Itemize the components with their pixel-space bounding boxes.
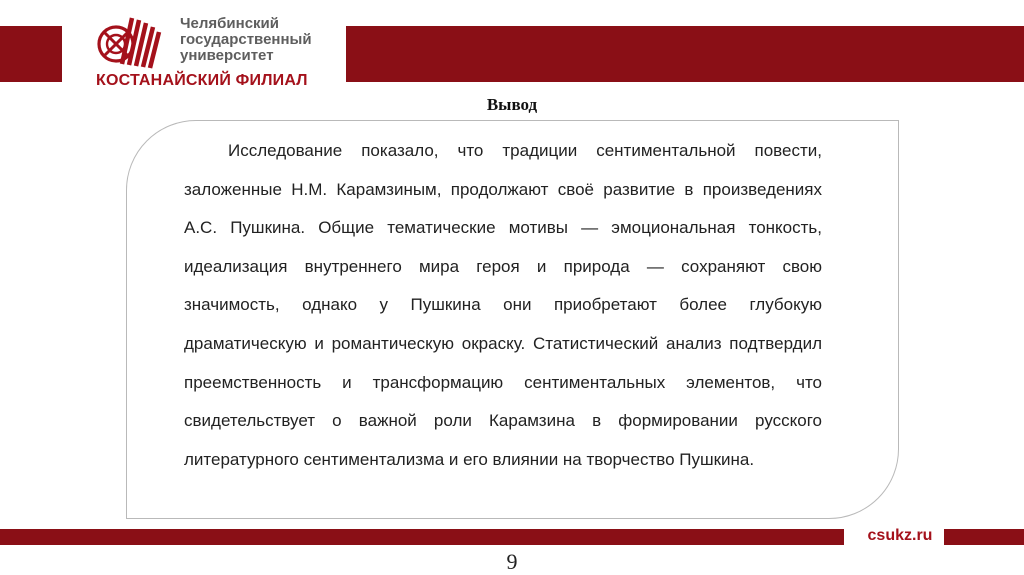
page-number: 9 xyxy=(506,549,518,574)
university-name-line-3: университет xyxy=(180,47,274,64)
university-name-line-2: государственный xyxy=(180,31,312,48)
university-name-line-1: Челябинский xyxy=(180,15,280,32)
header-band-right xyxy=(346,26,1024,82)
footer-band-right xyxy=(944,529,1024,545)
university-name xyxy=(180,16,312,64)
footer-band-left xyxy=(0,529,844,545)
conclusion-text: Исследование показало, что традиции сентиментальной повести, заложенные Н.М. Карамзиным, продолжают своё развитие в произведениях А.С. Пушкина. Общие тематические мотивы — эмоциональная тонкость, идеализация внутреннего мира героя и природа — сохраняют свою значимость, однако у Пушкина они приобретают более глубокую драматическую и романтическую окраску. Статистический анализ подтвердил преемственность и трансформацию сентиментальных элементов, что свидетельствует о важной роли Карамзина в формировании русского литературного сентиментализма и его влиянии на творчество Пушкина. xyxy=(184,141,822,469)
university-emblem-icon xyxy=(96,12,166,74)
slide-title: Вывод xyxy=(486,95,538,114)
header-band-left xyxy=(0,26,62,82)
site-link[interactable]: csukz.ru xyxy=(867,527,933,544)
branch-name: КОСТАНАЙСКИЙ ФИЛИАЛ xyxy=(96,72,308,89)
